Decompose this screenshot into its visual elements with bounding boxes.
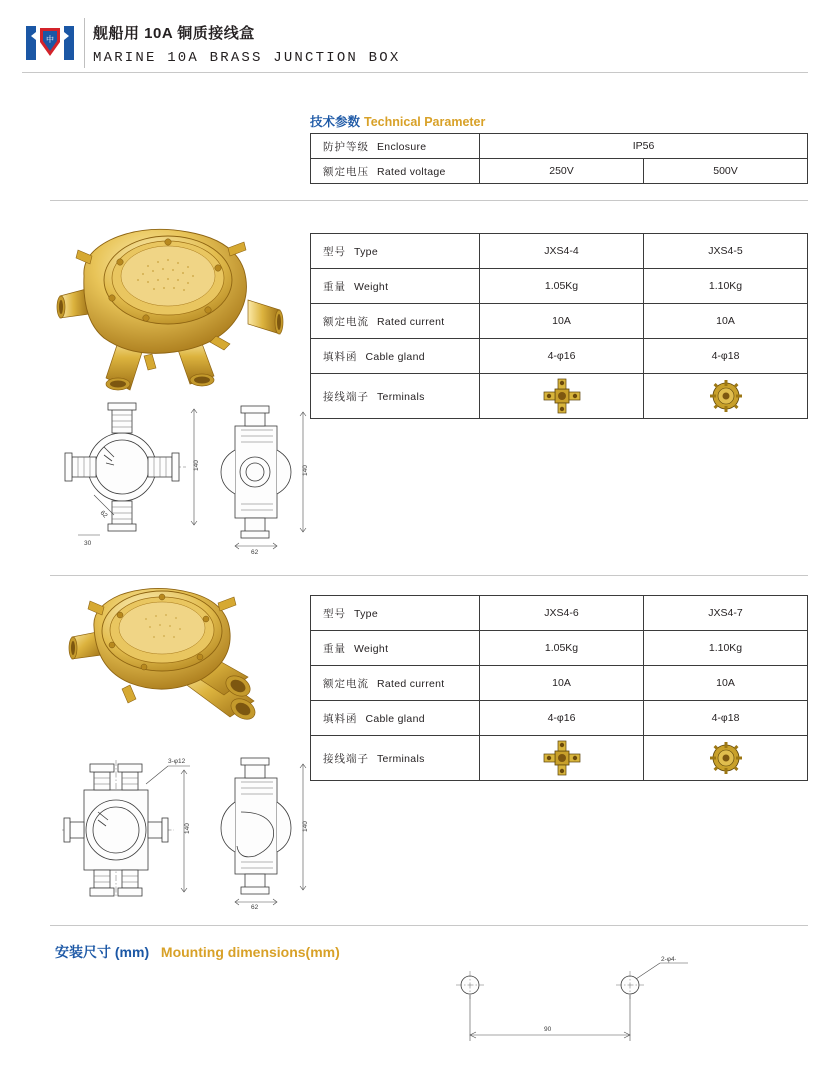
mount-heading-en: Mounting dimensions(mm) [160, 944, 340, 960]
table-row [311, 304, 808, 339]
row-value-2: 500V [644, 159, 808, 184]
row-value-2: 10A [644, 304, 808, 339]
table-row [311, 666, 808, 701]
terminal-4way-icon [542, 378, 582, 414]
table-row [311, 701, 808, 736]
row-label [311, 596, 480, 631]
mount-heading-cn: 安装尺寸 (mm) [55, 944, 150, 960]
row-label-cn: 额定电流 [323, 315, 369, 328]
table-row [311, 631, 808, 666]
product-photo-3way-junction-box [58, 585, 288, 745]
dim-label-62: 62 [251, 549, 259, 555]
spec-table-jxs4-6-7 [310, 595, 808, 781]
row-label [311, 159, 480, 184]
drawing-side-view-3way [215, 750, 320, 910]
tech-heading-en: Technical Parameter [364, 115, 486, 129]
row-label-en: Rated current [377, 677, 445, 690]
tech-parameter-heading [310, 112, 485, 130]
table-row [311, 339, 808, 374]
row-value-2: 10A [644, 666, 808, 701]
row-value-2: 4-φ18 [644, 339, 808, 374]
table-row [311, 269, 808, 304]
row-value-1: 1.05Kg [480, 269, 644, 304]
drawing-front-view-3way [50, 750, 210, 910]
row-label [311, 666, 480, 701]
row-label-cn: 重量 [323, 642, 346, 655]
row-label [311, 701, 480, 736]
drawing-side-view-4way [215, 400, 320, 555]
table-row [311, 736, 808, 781]
row-label [311, 134, 480, 159]
tech-parameter-table [310, 133, 808, 184]
row-value-1: 1.05Kg [480, 631, 644, 666]
row-label [311, 339, 480, 374]
row-value-1: JXS4-6 [480, 596, 644, 631]
section-rule-2 [50, 575, 808, 576]
row-label [311, 736, 480, 781]
row-label-en: Weight [354, 642, 389, 655]
row-value-1: JXS4-4 [480, 234, 644, 269]
row-label-en: Cable gland [365, 350, 425, 363]
company-logo [22, 22, 78, 64]
row-label-cn: 接线端子 [323, 752, 369, 765]
row-label-cn: 额定电流 [323, 677, 369, 690]
section-rule-3 [50, 925, 808, 926]
dim-label-30: 30 [84, 540, 92, 547]
row-value-2: JXS4-7 [644, 596, 808, 631]
drawing-mounting-dimensions [420, 955, 740, 1060]
page-title-en: MARINE 10A BRASS JUNCTION BOX [93, 50, 401, 66]
page-title-cn: 舰船用 10A 铜质接线盒 [93, 25, 255, 42]
row-value-2: 1.10Kg [644, 269, 808, 304]
row-label [311, 374, 480, 419]
row-label-cn: 型号 [323, 607, 346, 620]
row-label-en: Rated current [377, 315, 445, 328]
row-label-en: Type [354, 607, 378, 620]
dim-label-90: 90 [544, 1026, 552, 1033]
row-value-1: 4-φ16 [480, 701, 644, 736]
terminal-diagram-cell-2 [644, 736, 808, 781]
dim-label-62: 62 [251, 904, 259, 910]
dim-label-140: 140 [184, 823, 191, 834]
table-row [311, 596, 808, 631]
terminal-multiway-icon [708, 378, 744, 414]
table-row [311, 134, 808, 159]
row-label-cn: 型号 [323, 245, 346, 258]
terminal-diagram-cell-1 [480, 736, 644, 781]
row-label-en: Enclosure [377, 140, 427, 153]
row-label-en: Weight [354, 280, 389, 293]
tech-heading-cn: 技术参数 [310, 115, 361, 129]
row-value-1: 10A [480, 666, 644, 701]
page-header [0, 0, 830, 80]
row-value-1: 4-φ16 [480, 339, 644, 374]
table-row [311, 234, 808, 269]
spec-table-jxs4-4-5 [310, 233, 808, 419]
row-label-en: Terminals [377, 390, 425, 403]
row-label-cn: 重量 [323, 280, 346, 293]
table-row [311, 159, 808, 184]
section-rule-1 [50, 200, 808, 201]
row-label [311, 304, 480, 339]
row-value-2: JXS4-5 [644, 234, 808, 269]
row-label-cn: 防护等级 [323, 140, 369, 153]
row-label-cn: 接线端子 [323, 390, 369, 403]
dim-label-140: 140 [302, 821, 309, 832]
row-label-en: Terminals [377, 752, 425, 765]
row-value-1: 10A [480, 304, 644, 339]
mounting-dimensions-heading [55, 942, 340, 962]
row-value-2: 4-φ18 [644, 701, 808, 736]
row-label-cn: 填料函 [323, 350, 358, 363]
row-label-cn: 填料函 [323, 712, 358, 725]
terminal-multiway-icon [708, 740, 744, 776]
terminal-4way-icon [542, 740, 582, 776]
row-value-1: 250V [480, 159, 644, 184]
product-photo-4way-junction-box [48, 218, 288, 403]
row-label [311, 269, 480, 304]
row-label-en: Type [354, 245, 378, 258]
dim-label-hole-note: 2-φ4· [661, 956, 677, 963]
dim-label-3r12: 3-φ12 [168, 758, 186, 765]
row-label [311, 631, 480, 666]
row-label-en: Cable gland [365, 712, 425, 725]
header-rule [22, 72, 808, 73]
row-label [311, 234, 480, 269]
terminal-diagram-cell-2 [644, 374, 808, 419]
table-row [311, 374, 808, 419]
header-divider [84, 18, 85, 68]
svg-text:中: 中 [46, 35, 54, 44]
dim-label-140: 140 [193, 460, 200, 471]
terminal-diagram-cell-1 [480, 374, 644, 419]
row-label-en: Rated voltage [377, 165, 446, 178]
drawing-front-view-4way [60, 395, 210, 555]
row-label-cn: 额定电压 [323, 165, 369, 178]
dim-label-62: 62 [98, 509, 109, 520]
row-value-2: 1.10Kg [644, 631, 808, 666]
row-value-merged: IP56 [480, 134, 808, 159]
dim-label-140: 140 [302, 465, 309, 476]
